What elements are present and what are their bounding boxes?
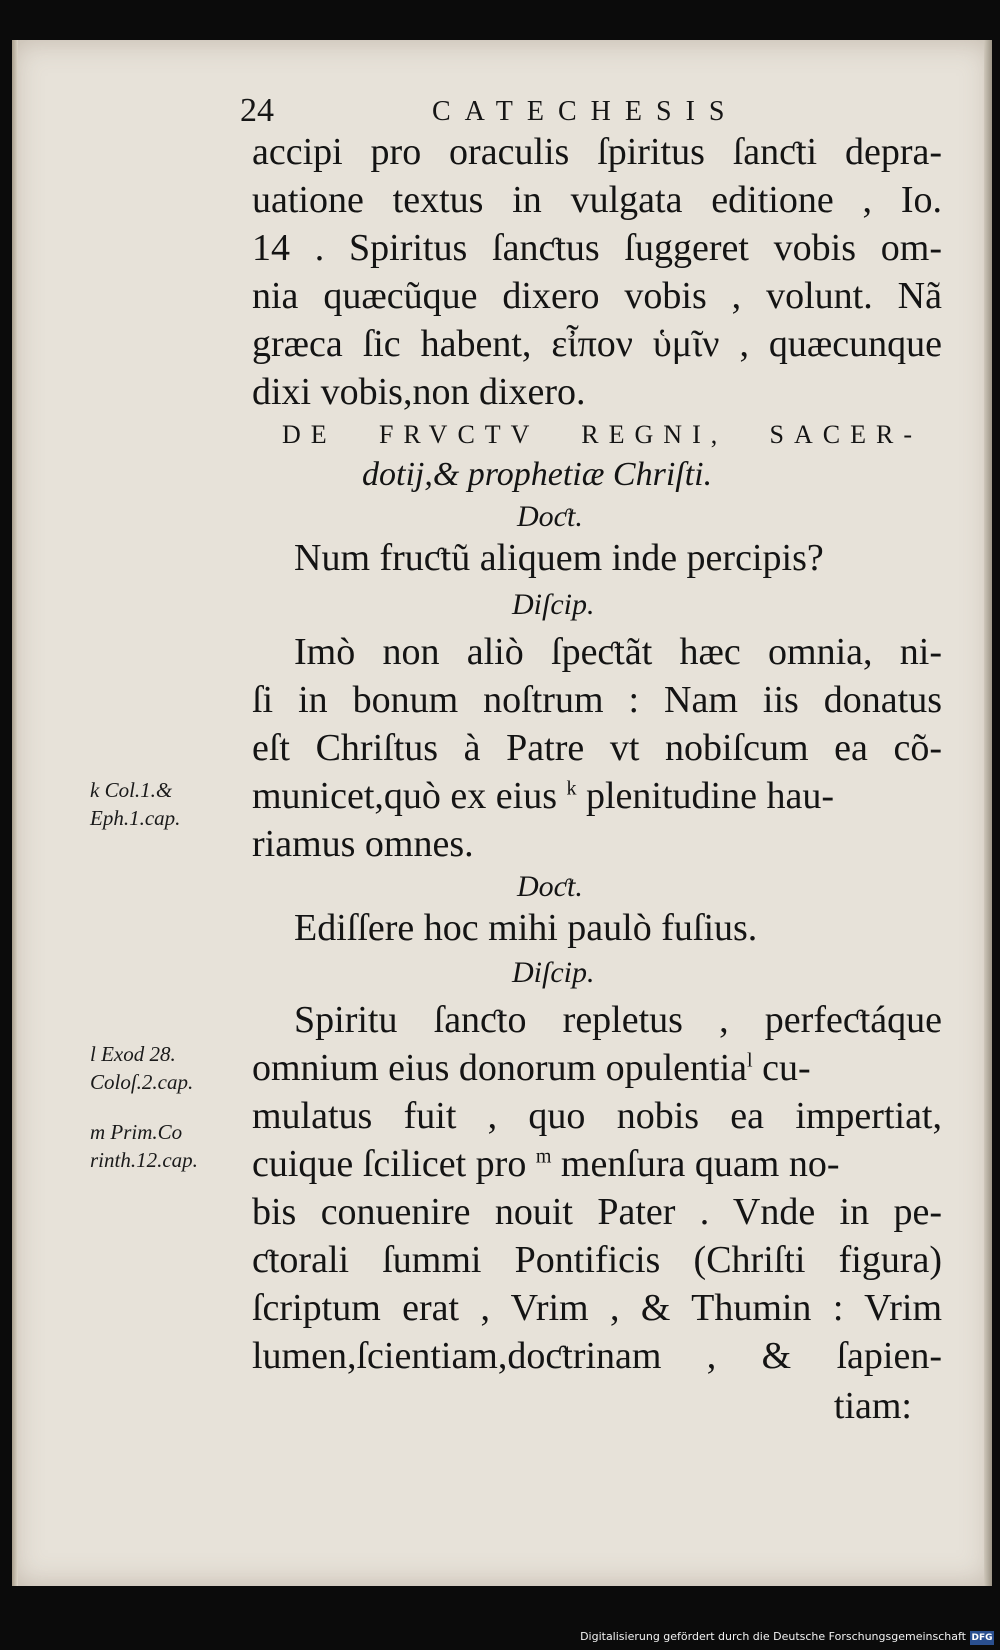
body-line: uatione textus in vulgata editione , Io.	[252, 179, 942, 221]
margin-note-l	[90, 1040, 193, 1096]
answer-line	[252, 1046, 942, 1090]
speaker-label: Diſcip.	[512, 588, 595, 621]
question: Num fruƈtũ aliquem inde percipis?	[294, 537, 824, 579]
footer-credit: Digitalisierung gefördert durch die Deutsche Forschungsgemeinschaft	[580, 1630, 966, 1643]
answer-text: cu-	[762, 1047, 811, 1089]
margin-note-line: l Exod 28.	[90, 1042, 176, 1066]
answer-text: cuique ſcilicet pro	[252, 1143, 527, 1185]
body-line: dixi vobis,non dixero.	[252, 371, 586, 413]
margin-note-line: Eph.1.cap.	[90, 806, 181, 830]
answer-line: ſcriptum erat , Vrim , & Thumin : Vrim	[252, 1287, 942, 1329]
answer-line: lumen,ſcientiam,doƈtrinam , & ſapien-	[252, 1335, 942, 1377]
body-line: græca ſic habent, εἶπον ὑμῖν , quæcunque	[252, 323, 942, 365]
body-line: accipi pro oraculis ſpiritus ſanƈti depra-	[252, 131, 942, 173]
book-page	[12, 40, 992, 1586]
margin-note-m	[90, 1118, 198, 1174]
answer-line: mulatus fuit , quo nobis ea impertiat,	[252, 1095, 942, 1137]
dfg-logo: DFG	[971, 1633, 993, 1643]
answer-line	[252, 774, 942, 818]
answer-line: bis conuenire nouit Pater . Vnde in pe-	[252, 1191, 942, 1233]
margin-note-k	[90, 776, 180, 832]
page-number: 24	[240, 92, 274, 129]
answer-line: Spiritu ſanƈto repletus , perfeƈtáque	[294, 999, 942, 1041]
body-line: nia quæcũque dixero vobis , volunt. Nã	[252, 275, 942, 317]
answer-text: menſura quam no-	[560, 1143, 840, 1185]
page-gutter-shadow	[12, 40, 18, 1586]
page-fore-edge	[984, 40, 992, 1586]
footnote-marker-k: k	[566, 777, 577, 800]
answer-text: omnium eius donorum opulentia	[252, 1047, 748, 1089]
question: Ediſſere hoc mihi paulò fuſius.	[294, 907, 758, 949]
body-line: 14 . Spiritus ſanƈtus ſuggeret vobis om-	[252, 227, 942, 269]
margin-note-line: k Col.1.&	[90, 778, 173, 802]
answer-line: ſi in bonum noſtrum : Nam iis donatus	[252, 679, 942, 721]
catchword: tiam:	[833, 1385, 912, 1427]
margin-note-line: rinth.12.cap.	[90, 1148, 198, 1172]
margin-note-line: m Prim.Co	[90, 1120, 183, 1144]
answer-line	[252, 1142, 942, 1186]
answer-line: eſt Chriſtus à Patre vt nobiſcum ea cõ-	[252, 727, 942, 769]
answer-text: municet,quò ex eius	[252, 775, 557, 817]
footnote-marker-m: m	[535, 1145, 552, 1168]
footnote-marker-l: l	[747, 1049, 753, 1072]
speaker-label: Diſcip.	[512, 956, 595, 989]
section-heading: DE FRVCTV REGNI, SACER-	[282, 420, 922, 449]
section-subheading: dotij,& prophetiæ Chriſti.	[362, 456, 713, 493]
running-title: CATECHESIS	[432, 96, 739, 127]
answer-line: Imò non aliò ſpeƈtãt hæc omnia, ni-	[294, 631, 942, 673]
speaker-label: Doƈt.	[517, 870, 583, 903]
margin-note-line: Coloſ.2.cap.	[90, 1070, 194, 1094]
footer-credit-bar	[0, 1628, 1000, 1650]
speaker-label: Doƈt.	[517, 500, 583, 533]
answer-line: riamus omnes.	[252, 823, 474, 865]
answer-text: plenitudine hau-	[585, 775, 834, 817]
answer-line: ƈtorali ſummi Pontificis (Chriſti figura)	[252, 1239, 942, 1281]
